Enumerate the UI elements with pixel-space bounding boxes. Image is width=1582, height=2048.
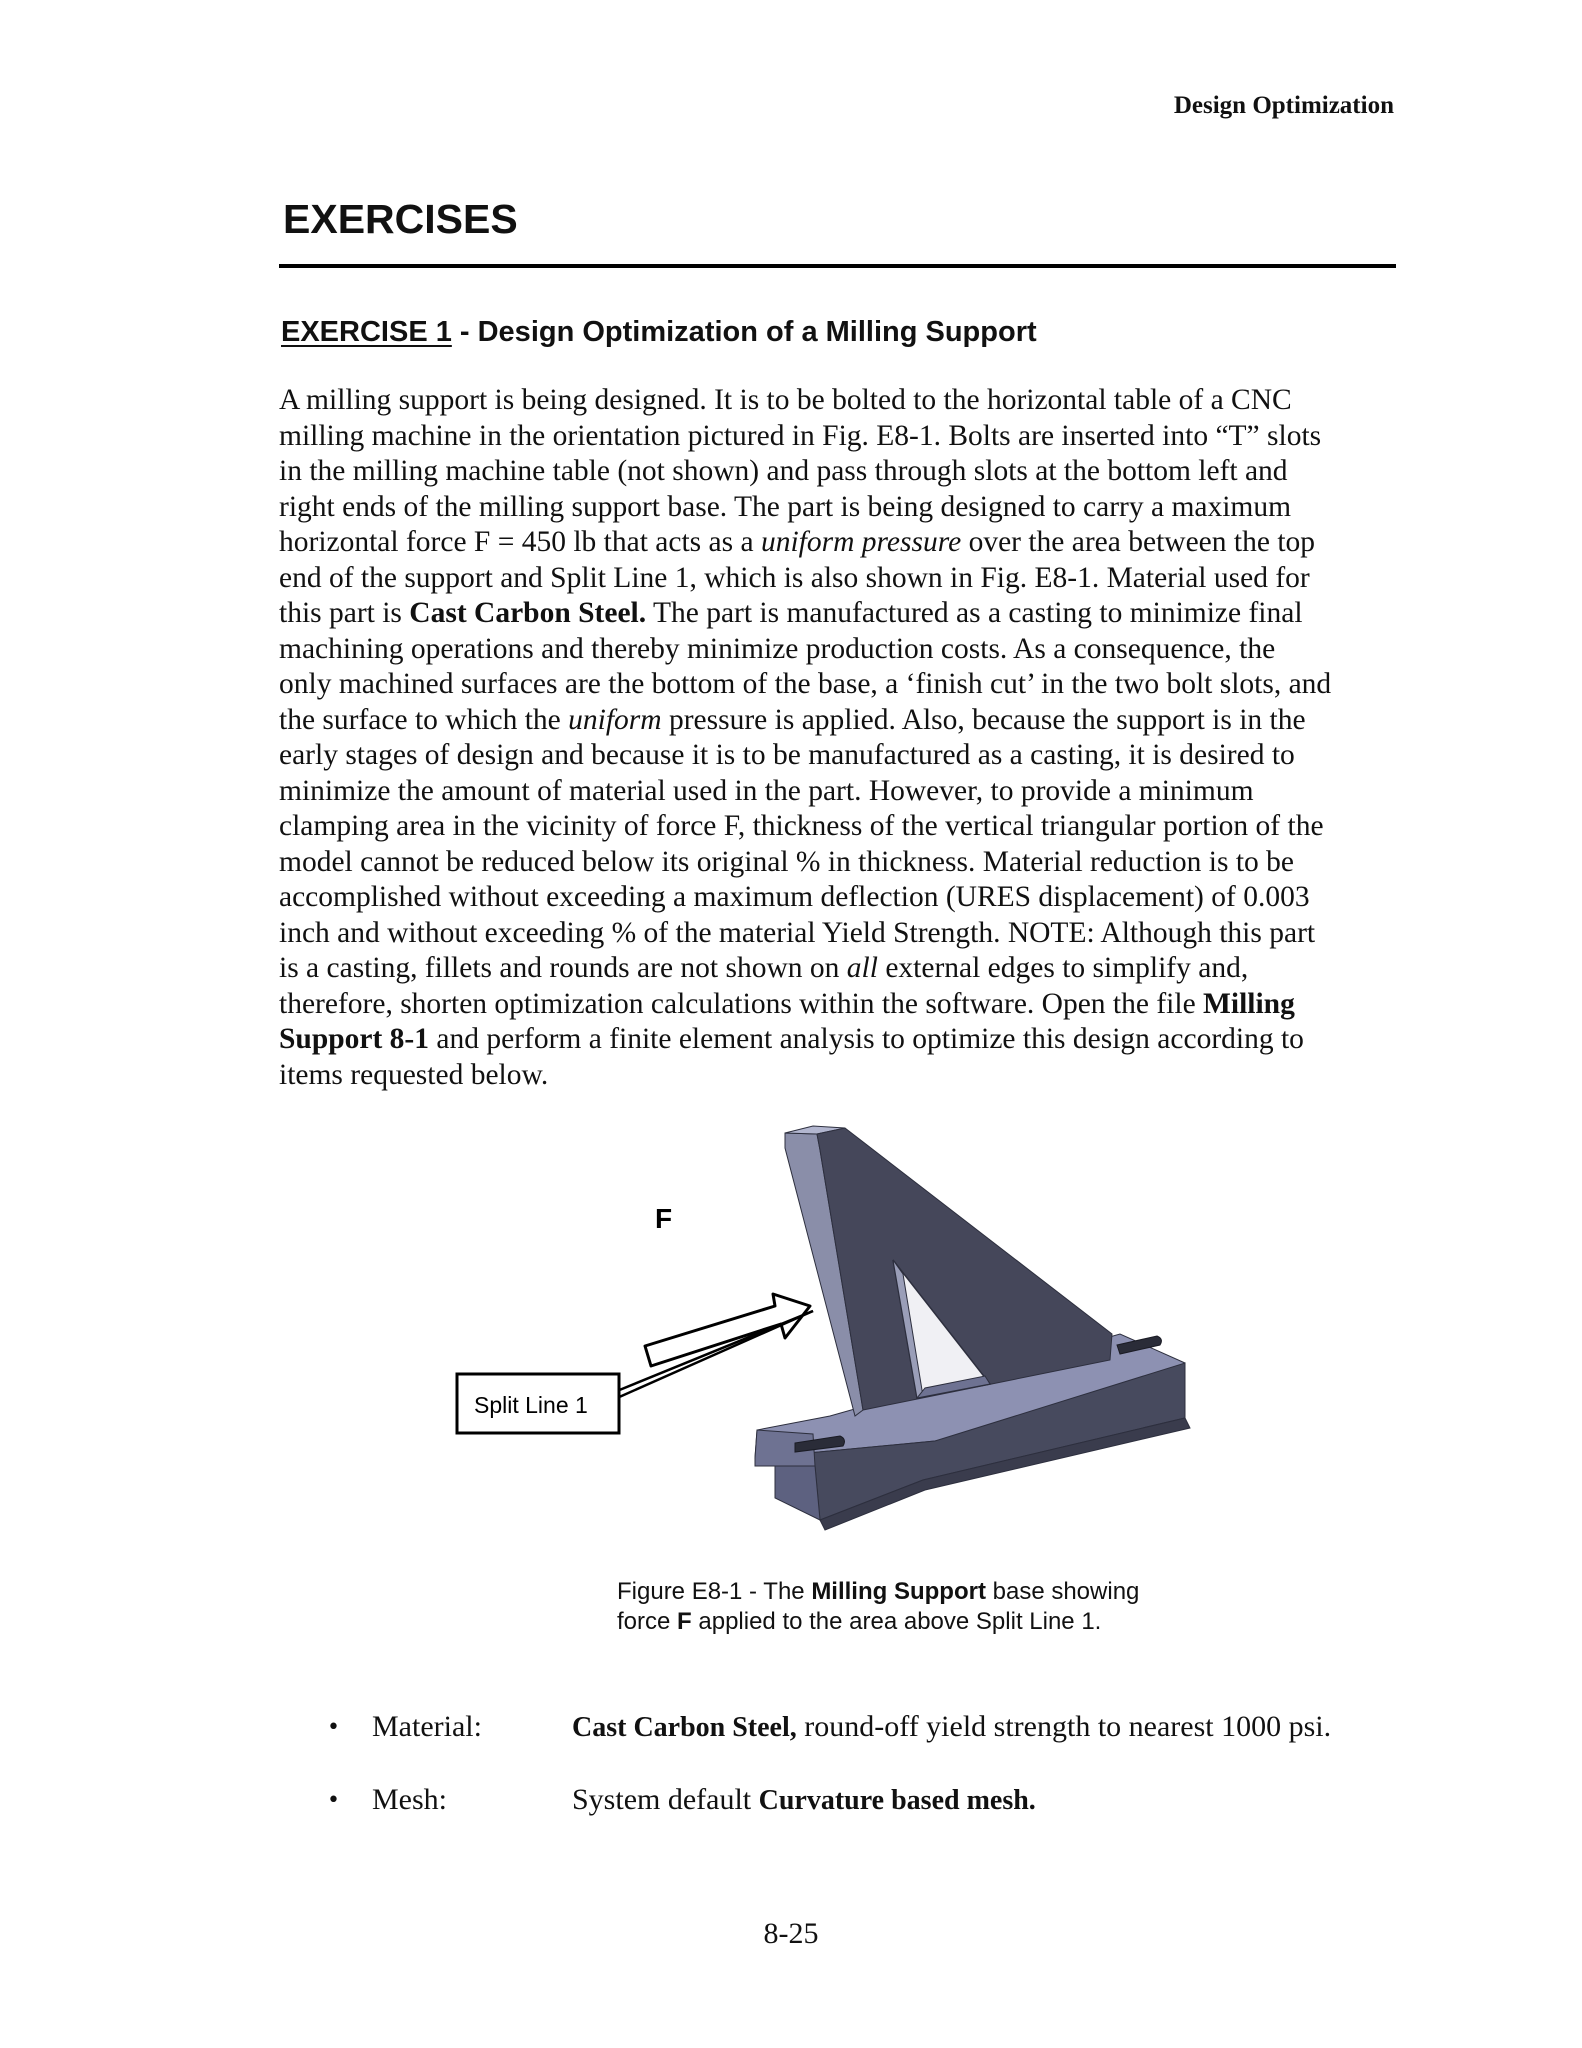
body-text-run: The part is manufactured as a casting to minimize final: [646, 597, 1303, 629]
spec-value-rest: round-off yield strength to nearest 1000 psi.: [796, 1710, 1332, 1743]
body-bold-run: Support 8-1: [279, 1023, 429, 1055]
spec-value-bold: Curvature based mesh.: [758, 1785, 1036, 1816]
caption-line: [617, 1607, 1139, 1637]
milling-support-illustration: [445, 1098, 1225, 1584]
body-text-run: and perform a finite element analysis to optimize this design according to: [429, 1023, 1304, 1055]
body-line: [279, 987, 1401, 1023]
exercise-heading: [281, 316, 1037, 349]
body-line: accomplished without exceeding a maximum deflection (URES displacement) of 0.003: [279, 881, 1310, 913]
body-text-run: pressure is applied. Also, because the support is in the: [661, 703, 1306, 736]
body-line: clamping area in the vicinity of force F, thickness of the vertical triangular portion of the: [279, 810, 1324, 842]
body-text-run: over the area between the top: [961, 526, 1316, 558]
body-line: [279, 703, 1401, 739]
split-line-label: Split Line 1: [474, 1392, 588, 1418]
body-line: model cannot be reduced below its original % in thickness. Material reduction is to be: [279, 845, 1295, 878]
spec-key: Material:: [372, 1710, 482, 1743]
milling-support-figure: [445, 1098, 1225, 1584]
body-line: right ends of the milling support base. The part is being designed to carry a maximum: [279, 490, 1292, 523]
body-line: [279, 525, 1401, 561]
section-title: EXERCISES: [283, 196, 518, 242]
bullet-icon: •: [327, 1715, 340, 1740]
body-bold-run: Cast Carbon Steel.: [409, 597, 647, 629]
body-line: only machined surfaces are the bottom of the base, a ‘finish cut’ in the two bolt slots, and: [279, 668, 1332, 700]
base-lower-block: [755, 1466, 820, 1520]
body-line: A milling support is being designed. It is to be bolted to the horizontal table of a CNC: [279, 384, 1292, 416]
body-text-run: external edges to simplify and,: [877, 952, 1249, 984]
body-line: milling machine in the orientation pictured in Fig. E8-1. Bolts are inserted into “T” slots: [279, 419, 1322, 452]
body-text-run: is a casting, fillets and rounds are not shown on: [279, 952, 847, 984]
body-italic-run: uniform: [568, 703, 662, 736]
body-text-run: the surface to which the: [279, 703, 569, 736]
caption-run: base showing: [985, 1578, 1140, 1605]
body-line: items requested below.: [279, 1058, 549, 1091]
body-line: [279, 596, 1401, 632]
body-italic-run: all: [846, 952, 878, 984]
spec-value-pre: System default: [572, 1783, 759, 1816]
body-line: inch and without exceeding % of the material Yield Strength. NOTE: Although this part: [279, 916, 1316, 949]
exercise-description: [279, 383, 1401, 1093]
exercise-number: EXERCISE 1: [281, 316, 452, 348]
body-line: machining operations and thereby minimize production costs. As a consequence, the: [279, 632, 1276, 665]
spec-value-bold: Cast Carbon Steel,: [572, 1712, 797, 1743]
caption-run: force: [617, 1608, 678, 1635]
spec-key: Mesh:: [372, 1783, 447, 1816]
force-label: F: [655, 1203, 673, 1234]
body-line: minimize the amount of material used in the part. However, to provide a minimum: [279, 774, 1254, 807]
caption-line: [617, 1577, 1139, 1607]
force-arrow: [645, 1294, 810, 1366]
caption-bold-run: Milling Support: [811, 1578, 986, 1605]
body-line: early stages of design and because it is to be manufactured as a casting, it is desired to: [279, 739, 1295, 771]
running-header: Design Optimization: [1173, 92, 1394, 119]
exercise-title: - Design Optimization of a Milling Support: [451, 316, 1037, 348]
page-number: 8-25: [763, 1917, 819, 1950]
body-text-run: this part is: [279, 597, 410, 629]
body-line: in the milling machine table (not shown) and pass through slots at the bottom left and: [279, 455, 1288, 487]
spec-value: [572, 1783, 1036, 1817]
body-text-run: horizontal force F = 450 lb that acts as a: [279, 526, 761, 558]
body-line: end of the support and Split Line 1, which is also shown in Fig. E8-1. Material used for: [279, 561, 1310, 594]
body-text-run: therefore, shorten optimization calculations within the software. Open the file: [279, 987, 1204, 1020]
section-divider: [279, 264, 1396, 268]
body-line: [279, 951, 1401, 987]
body-italic-run: uniform pressure: [760, 526, 962, 558]
body-bold-run: Milling: [1203, 987, 1295, 1020]
spec-value: [572, 1710, 1331, 1744]
body-line: [279, 1022, 1401, 1058]
caption-run: applied to the area above Split Line 1.: [691, 1608, 1102, 1635]
bullet-icon: •: [327, 1788, 340, 1813]
figure-caption: [617, 1577, 1139, 1637]
caption-bold-run: F: [677, 1608, 692, 1635]
caption-run: Figure E8-1 - The: [617, 1578, 812, 1605]
